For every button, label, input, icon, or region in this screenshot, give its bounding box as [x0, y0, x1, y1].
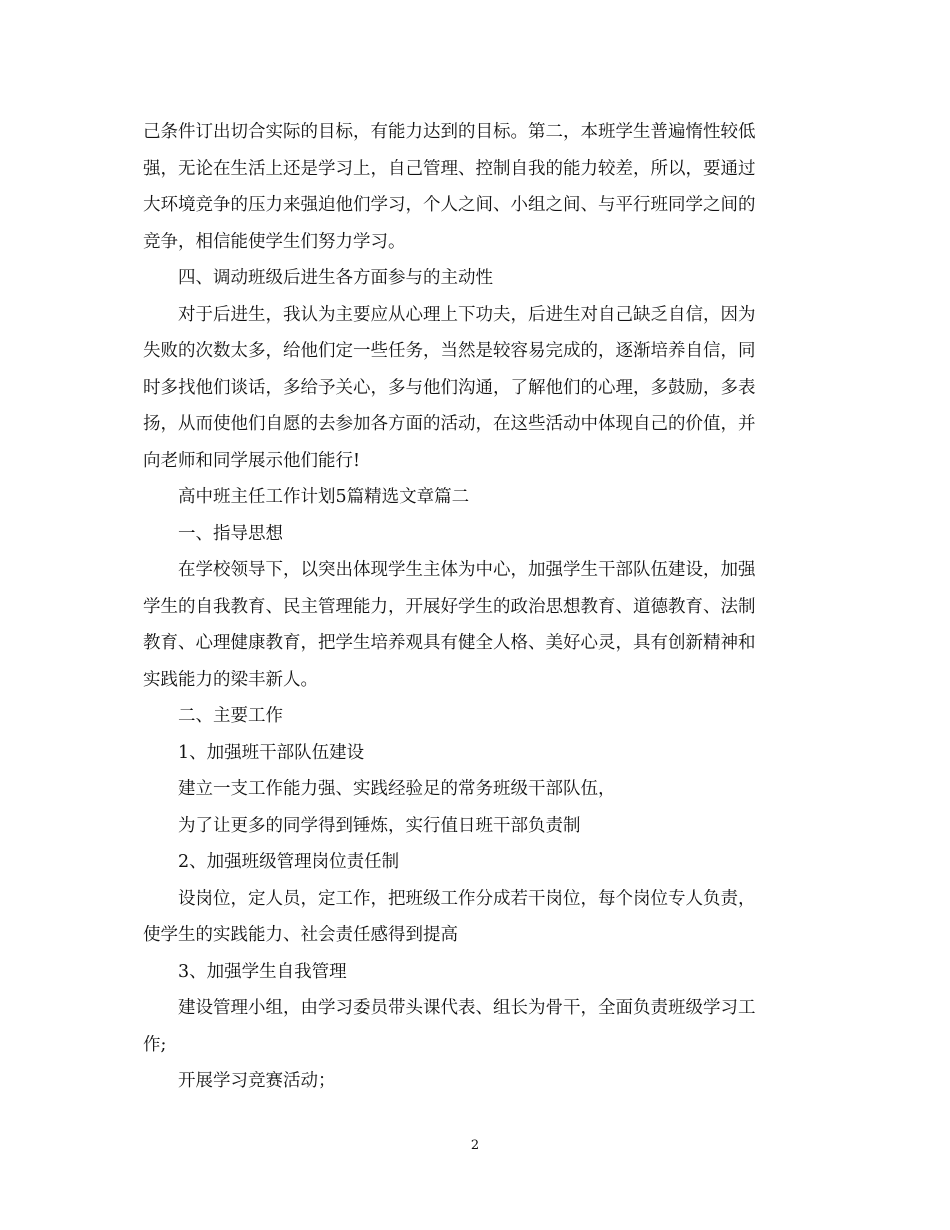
section-heading: 二、主要工作	[178, 706, 283, 726]
body-text-line: 大环境竞争的压力来强迫他们学习，个人之间、小组之间、与平行班同学之间的	[143, 195, 756, 215]
page-number: 2	[470, 1138, 480, 1153]
body-text-line: 失败的次数太多，给他们定一些任务，当然是较容易完成的，逐渐培养自信，同	[143, 341, 756, 361]
body-text-line: 开展学习竞赛活动；	[178, 1071, 336, 1091]
body-text-line: 建立一支工作能力强、实践经验足的常务班级干部队伍，	[178, 779, 616, 799]
body-text-line: 学生的自我教育、民主管理能力，开展好学生的政治思想教育、道德教育、法制	[143, 596, 756, 617]
subsection-heading: 3、加强学生自我管理	[178, 961, 347, 982]
subsection-heading: 2、加强班级管理岗位责任制	[178, 852, 400, 872]
body-text-line: 强，无论在生活上还是学习上，自己管理、控制自我的能力较差，所以，要通过	[143, 158, 756, 179]
body-text-line: 竞争，相信能使学生们努力学习。	[143, 231, 406, 252]
body-text-line: 在学校领导下，以突出体现学生主体为中心，加强学生干部队伍建设，加强	[178, 560, 756, 580]
subsection-heading: 1、加强班干部队伍建设	[178, 742, 365, 763]
body-text-line: 设岗位，定人员，定工作，把班级工作分成若干岗位，每个岗位专人负责，	[178, 888, 756, 909]
body-text-line: 时多找他们谈话，多给予关心，多与他们沟通，了解他们的心理，多鼓励，多表	[143, 377, 756, 398]
body-text-line: 作;	[143, 1034, 167, 1055]
body-text-line: 对于后进生，我认为主要应从心理上下功夫，后进生对自己缺乏自信，因为	[178, 304, 756, 325]
section-heading: 一、指导思想	[178, 523, 283, 544]
body-text-line: 扬，从而使他们自愿的去参加各方面的活动，在这些活动中体现自己的价值，并	[143, 414, 756, 434]
body-text-line: 向老师和同学展示他们能行!	[143, 450, 361, 471]
document-body	[143, 114, 803, 1100]
body-text-line: 为了让更多的同学得到锤炼，实行值日班干部负责制	[178, 815, 581, 836]
body-text-line: 教育、心理健康教育，把学生培养观具有健全人格、美好心灵，具有创新精神和	[143, 633, 756, 653]
body-text-line: 使学生的实践能力、社会责任感得到提高	[143, 925, 458, 945]
body-text-line: 己条件订出切合实际的目标，有能力达到的目标。第二，本班学生普遍惰性较低	[143, 122, 756, 142]
article-title: 高中班主任工作计划5篇精选文章篇二	[178, 487, 470, 507]
body-text-line: 建设管理小组，由学习委员带头课代表、组长为骨干，全面负责班级学习工	[178, 998, 756, 1018]
section-heading: 四、调动班级后进生各方面参与的主动性	[178, 268, 493, 288]
body-text-line: 实践能力的梁丰新人。	[143, 669, 318, 690]
